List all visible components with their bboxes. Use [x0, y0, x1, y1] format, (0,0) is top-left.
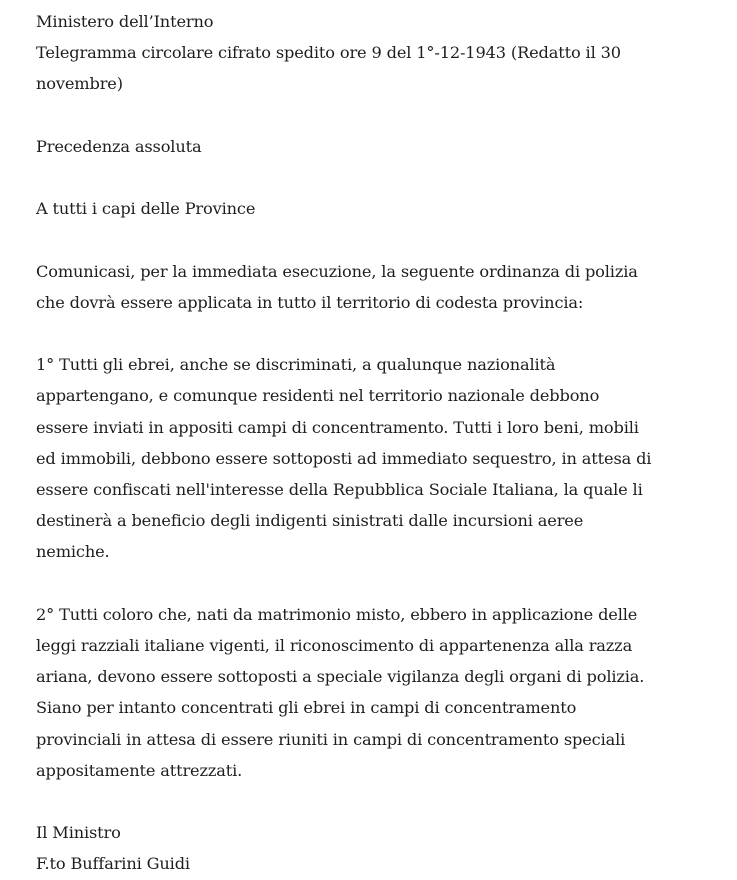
point-1-line: essere confiscati nell'interesse della Repubblica Sociale Italiana, la quale li [36, 479, 643, 499]
point-2-line: ariana, devono essere sottoposti a speciale vigilanza degli organi di polizia. [36, 667, 645, 687]
intro-paragraph [36, 256, 726, 318]
point-1-line: appartengano, e comunque residenti nel territorio nazionale debbono [36, 386, 600, 406]
intro-line: che dovrà essere applicata in tutto il territorio di codesta provincia: [36, 292, 584, 312]
point-1-line: destinerà a beneficio degli indigenti sinistrati dalle incursioni aeree [36, 511, 584, 531]
point-2-line: leggi razziali italiane vigenti, il riconoscimento di appartenenza alla razza [36, 635, 633, 655]
point-1-line: 1° Tutti gli ebrei, anche se discriminati, a qualunque nazionalità [36, 355, 556, 375]
ministry-line: Ministero dell’Interno [36, 12, 214, 31]
point-2-line: Siano per intanto concentrati gli ebrei in campi di concentramento [36, 698, 577, 718]
point-1-line: ed immobili, debbono essere sottoposti ad immediato sequestro, in attesa di [36, 448, 652, 468]
telegram-line-2: novembre) [36, 74, 123, 94]
point-2-line: provinciali in attesa di essere riuniti in campi di concentramento speciali [36, 729, 626, 749]
point-2-paragraph [36, 599, 726, 786]
point-2-line: appositamente attrezzati. [36, 760, 243, 780]
telegram-document [36, 6, 726, 880]
signature-block [36, 817, 726, 879]
telegram-line-1: Telegramma circolare cifrato spedito ore 9 del 1°-12-1943 (Redatto il 30 [36, 43, 621, 63]
signature-name: F.to Buffarini Guidi [36, 854, 190, 874]
point-1-line: essere inviati in appositi campi di concentramento. Tutti i loro beni, mobili [36, 417, 639, 437]
signature-title: Il Ministro [36, 823, 121, 843]
recipient-line: A tutti i capi delle Province [36, 199, 256, 219]
intro-line: Comunicasi, per la immediata esecuzione, la seguente ordinanza di polizia [36, 261, 638, 281]
recipient-block [36, 193, 726, 224]
header-block [36, 6, 726, 100]
priority-block [36, 131, 726, 162]
point-2-line: 2° Tutti coloro che, nati da matrimonio misto, ebbero in applicazione delle [36, 604, 638, 624]
priority-line: Precedenza assoluta [36, 136, 202, 156]
point-1-line: nemiche. [36, 542, 110, 562]
point-1-paragraph [36, 349, 726, 567]
